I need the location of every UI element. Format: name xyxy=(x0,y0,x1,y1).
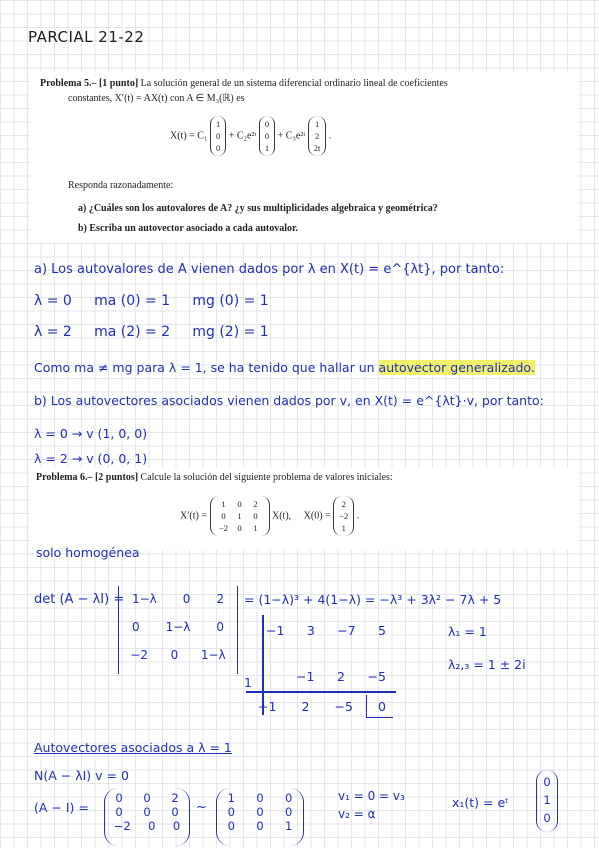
solo-homogenea: solo homogénea xyxy=(36,545,140,560)
problem-5-statement-2: constantes, X′(t) = AX(t) con A ∈ M₃(ℝ) es xyxy=(68,93,245,104)
characteristic-polynomial: = (1−λ)³ + 4(1−λ) = −λ³ + 3λ² − 7λ + 5 xyxy=(244,592,502,607)
det-label: det (A − λI) = xyxy=(34,592,125,607)
problem-6-statement: Calcule la solución del siguiente problema de valores iniciales: xyxy=(140,472,393,483)
problem-5-instruction: Responda razonadamente: xyxy=(68,180,174,191)
x1-vector: 0 1 0 xyxy=(536,770,558,832)
coefficient-matrix: 1 0 2 0 1 0 −2 0 1 xyxy=(210,496,270,536)
answer-lambda-0: λ = 0 ma (0) = 1 mg (0) = 1 xyxy=(34,293,269,309)
answer-b-line: b) Los autovectores asociados vienen dados por v, en X(t) = e^{λt}·v, por tanto: xyxy=(34,393,544,408)
a-minus-i-label: (A − I) = xyxy=(34,800,89,815)
equation-term-2: + C₂e²ᵗ xyxy=(228,130,257,142)
answer-eigvec-0: λ = 0 → v (1, 0, 0) xyxy=(34,426,148,441)
equation-term-3: + C₃e²ᵗ xyxy=(277,130,306,142)
reduced-matrix: 1 0 0 0 0 0 0 0 1 xyxy=(216,788,304,846)
problem-6-block xyxy=(30,468,578,550)
vector-2: 0 0 1 xyxy=(259,116,275,156)
answer-a-line: a) Los autovalores de A vienen dados por λ en X(t) = e^{λt}, por tanto: xyxy=(34,262,505,277)
initial-vector: 2 −2 1 xyxy=(333,496,354,536)
vector-3: 1 2 2t xyxy=(308,116,327,156)
ivp-equation: X′(t) = 1 0 2 0 1 0 −2 0 1 X(t), X(0) = 2 −2 1 . xyxy=(180,496,359,536)
problem-6-heading: Problema 6.– [2 puntos] xyxy=(36,472,139,483)
a-minus-i-matrix: 0 0 2 0 0 0 −2 0 0 xyxy=(104,788,190,846)
highlight-generalized: autovector generalizado. xyxy=(378,360,535,375)
det-matrix: 1−λ 0 2 0 1−λ 0 −2 0 1−λ xyxy=(118,586,238,674)
question-b: b) Escriba un autovector asociado a cada autovalor. xyxy=(78,223,299,234)
answer-como-line: Como ma ≠ mg para λ = 1, se ha tenido que hallar un autovector generalizado. xyxy=(34,360,535,375)
equation-lhs: X(t) = C₁ xyxy=(170,130,208,142)
general-solution-equation: X(t) = C₁ 1 0 0 + C₂e²ᵗ 0 0 1 + C₃e²ᵗ 1 2 2t . xyxy=(170,116,331,156)
v-equation-2: v₂ = α xyxy=(338,807,376,821)
lambda-23: λ₂,₃ = 1 ± 2i xyxy=(448,657,526,672)
x1-solution-label: x₁(t) = eᵗ xyxy=(452,795,509,810)
problem-5-heading: Problema 5.– [1 punto] xyxy=(40,78,139,89)
ruffini-table: −1 3 −7 5 1 −1 2 −5 −1 2 −5 0 xyxy=(236,615,396,720)
problem-5-statement: La solución general de un sistema diferencial ordinario lineal de coeficientes xyxy=(140,78,448,89)
question-a: a) ¿Cuáles son los autovalores de A? ¿y sus multiplicidades algebraica y geométrica? xyxy=(78,203,438,214)
lambda-1: λ₁ = 1 xyxy=(448,624,487,639)
page-title: PARCIAL 21-22 xyxy=(28,28,145,46)
answer-eigvec-2: λ = 2 → v (0, 0, 1) xyxy=(34,451,148,466)
autovectores-title: Autovectores asociados a λ = 1 xyxy=(34,740,232,755)
problem-5-block xyxy=(30,72,578,242)
v-equation-1: v₁ = 0 = v₃ xyxy=(338,789,405,803)
null-space-equation: N(A − λI) v = 0 xyxy=(34,768,129,783)
equivalence-tilde: ~ xyxy=(196,800,207,815)
answer-lambda-2: λ = 2 ma (2) = 2 mg (2) = 1 xyxy=(34,324,269,340)
vector-1: 1 0 0 xyxy=(210,116,226,156)
